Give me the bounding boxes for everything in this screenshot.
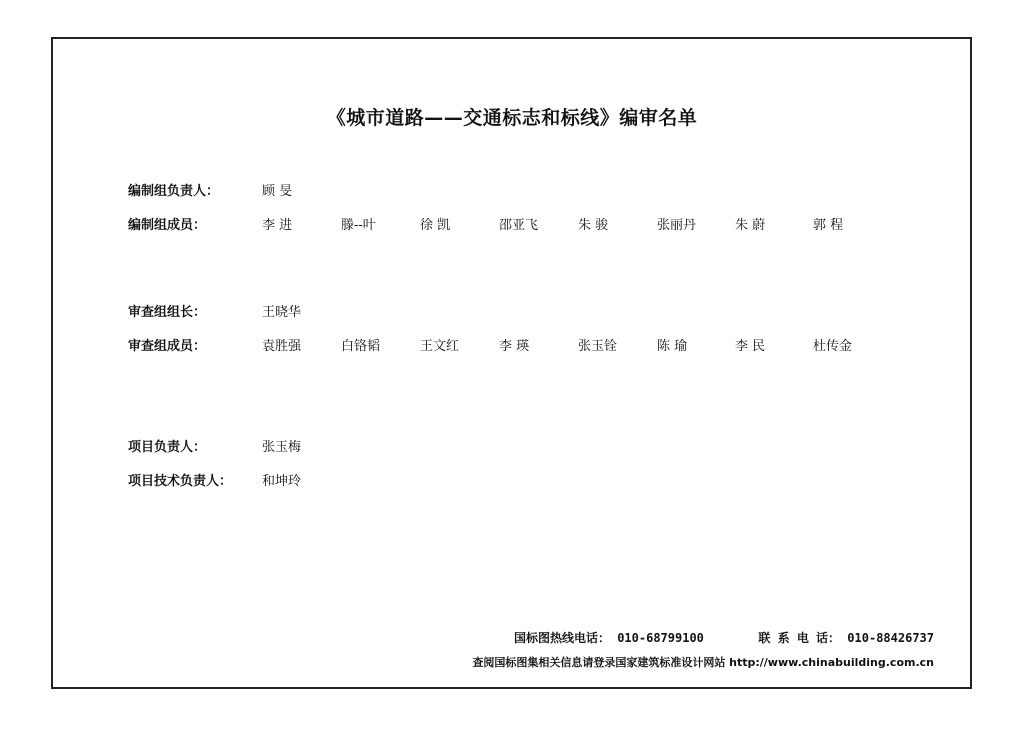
footer-hotline-line bbox=[514, 629, 934, 646]
person-name: 滕--叶 bbox=[341, 218, 376, 233]
person-name: 张丽丹 bbox=[657, 218, 697, 233]
hotline-label: 国标图热线电话： bbox=[513, 631, 610, 645]
person-name: 徐 凯 bbox=[420, 218, 451, 233]
person-name: 袁胜强 bbox=[262, 339, 302, 354]
person-name: 李 进 bbox=[262, 218, 293, 233]
person-name: 陈 瑜 bbox=[657, 339, 688, 354]
page-title: 《城市道路——交通标志和标线》编审名单 bbox=[326, 107, 698, 129]
contact-label: 联 系 电 话： bbox=[758, 631, 841, 645]
person-name: 李 民 bbox=[735, 339, 766, 354]
section-label: 编制组负责人： bbox=[128, 184, 220, 199]
footer-website-line bbox=[472, 654, 934, 670]
person-name: 朱 骏 bbox=[578, 218, 609, 233]
person-name: 张玉铨 bbox=[578, 339, 618, 354]
person-name: 郭 程 bbox=[813, 218, 844, 233]
page-frame bbox=[51, 37, 972, 689]
hotline-number: 010-68799100 bbox=[617, 631, 704, 645]
person-name: 李 瑛 bbox=[499, 339, 530, 354]
section-label: 审查组组长： bbox=[128, 305, 207, 320]
person-name: 顾 旻 bbox=[262, 184, 293, 199]
website-text: 查阅国标图集相关信息请登录国家建筑标准设计网站 http://www.chinabuilding.com.cn bbox=[472, 656, 934, 669]
person-name: 邵亚飞 bbox=[499, 218, 539, 233]
section-label: 审查组成员： bbox=[128, 339, 207, 354]
contact-number: 010-88426737 bbox=[847, 631, 934, 645]
person-name: 和坤玲 bbox=[262, 474, 302, 489]
person-name: 杜传金 bbox=[813, 339, 853, 354]
person-name: 朱 蔚 bbox=[735, 218, 766, 233]
section-label: 项目负责人： bbox=[128, 440, 207, 455]
person-name: 王晓华 bbox=[262, 305, 302, 320]
person-name: 王文红 bbox=[420, 339, 460, 354]
section-label: 编制组成员： bbox=[128, 218, 207, 233]
person-name: 白铬韬 bbox=[341, 339, 381, 354]
person-name: 张玉梅 bbox=[262, 440, 302, 455]
section-label: 项目技术负责人： bbox=[128, 474, 233, 489]
